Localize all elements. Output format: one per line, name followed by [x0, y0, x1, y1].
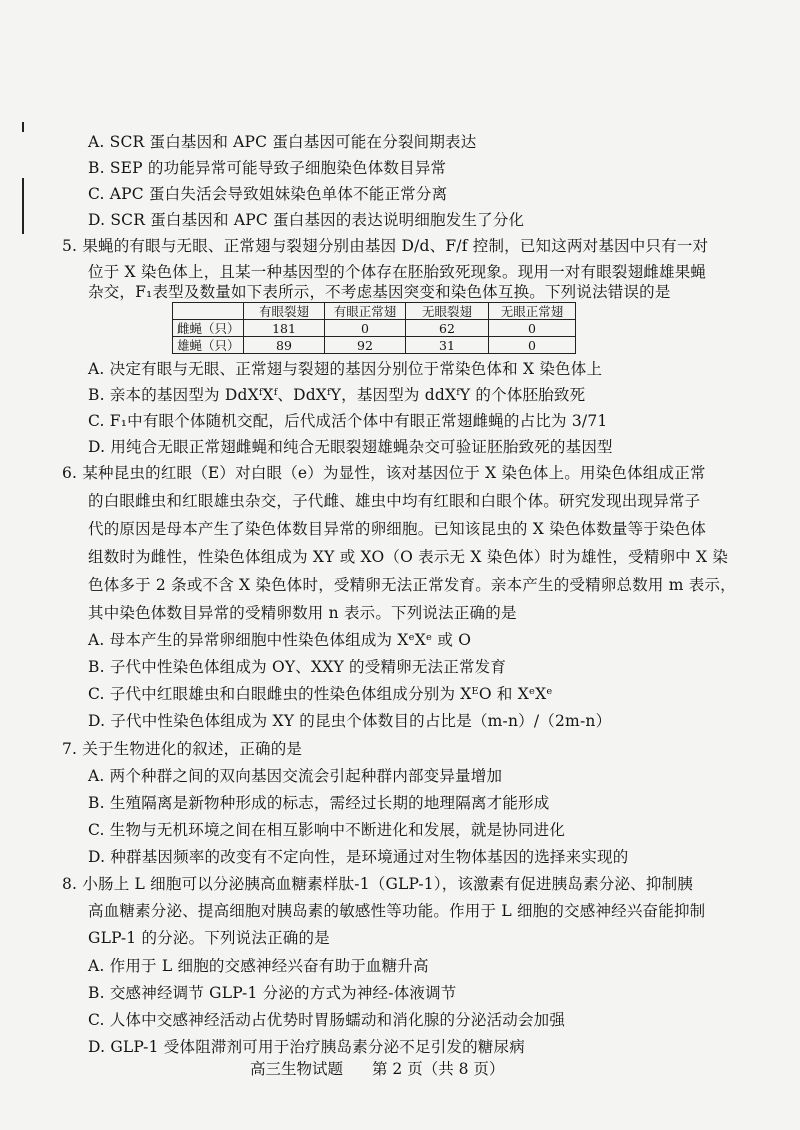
- table-header-cell: 无眼裂翅: [406, 303, 489, 320]
- q4-option-d: D. SCR 蛋白基因和 APC 蛋白基因的表达说明细胞发生了分化: [88, 211, 525, 229]
- q5-stem-line-3: 杂交，F₁表型及数量如下表所示，不考虑基因突变和染色体互换。下列说法错误的是: [88, 283, 671, 301]
- margin-mark-bar: [22, 178, 24, 234]
- q6-option-d: D. 子代中性染色体组成为 XY 的昆虫个体数目的占比是（m-n）/（2m-n）: [88, 712, 612, 730]
- q7-option-a: A. 两个种群之间的双向基因交流会引起种群内部变异量增加: [88, 767, 503, 785]
- table-header-cell: 有眼正常翅: [325, 303, 406, 320]
- q4-option-c: C. APC 蛋白失活会导致姐妹染色单体不能正常分离: [88, 185, 448, 203]
- q7-option-c: C. 生物与无机环境之间在相互影响中不断进化和发展，就是协同进化: [88, 821, 566, 839]
- table-header-row: [173, 303, 576, 320]
- footer-subject: 高三生物试题: [250, 1060, 344, 1078]
- table-cell: 92: [325, 337, 406, 354]
- q8-option-a: A. 作用于 L 细胞的交感神经兴奋有助于血糖升高: [88, 957, 429, 975]
- q8-option-d: D. GLP-1 受体阻滞剂可用于治疗胰岛素分泌不足引发的糖尿病: [88, 1038, 525, 1056]
- footer-page-number: 第 2 页（共 8 页）: [372, 1060, 505, 1078]
- table-cell: 0: [325, 320, 406, 337]
- q5-option-a: A. 决定有眼与无眼、正常翅与裂翅的基因分别位于常染色体和 X 染色体上: [88, 360, 603, 378]
- q8-stem-line-1: 8. 小肠上 L 细胞可以分泌胰高血糖素样肽-1（GLP-1），该激素有促进胰岛素分泌、抑制胰: [62, 875, 693, 893]
- q8-option-c: C. 人体中交感神经活动占优势时胃肠蠕动和消化腺的分泌活动会加强: [88, 1011, 566, 1029]
- table-cell: 0: [489, 337, 576, 354]
- q5-stem-line-2: 位于 X 染色体上，且某一种基因型的个体存在胚胎致死现象。现用一对有眼裂翅雌雄果蝇: [88, 263, 707, 281]
- q6-stem-line-6: 其中染色体数目异常的受精卵数用 n 表示。下列说法正确的是: [88, 604, 517, 622]
- table-cell: 181: [244, 320, 325, 337]
- table-cell: 0: [489, 320, 576, 337]
- q4-option-a: A. SCR 蛋白基因和 APC 蛋白基因可能在分裂间期表达: [88, 133, 477, 151]
- table-header-cell: 无眼正常翅: [489, 303, 576, 320]
- table-cell: 雌蝇（只）: [173, 320, 244, 337]
- margin-mark-top: [22, 122, 24, 132]
- q5-option-b: B. 亲本的基因型为 DdXᶠXᶠ、DdXᶠY，基因型为 ddXᶠY 的个体胚胎致死: [88, 386, 586, 404]
- q6-option-a: A. 母本产生的异常卵细胞中性染色体组成为 XᵉXᵉ 或 O: [88, 631, 472, 649]
- q5-option-c: C. F₁中有眼个体随机交配，后代成活个体中有眼正常翅雌蝇的占比为 3/71: [88, 412, 608, 430]
- q8-stem-line-3: GLP-1 的分泌。下列说法正确的是: [88, 929, 330, 947]
- q5-option-d: D. 用纯合无眼正常翅雌蝇和纯合无眼裂翅雄蝇杂交可验证胚胎致死的基因型: [88, 438, 613, 456]
- q6-stem-line-4: 组数时为雌性，性染色体组成为 XY 或 XO（O 表示无 X 染色体）时为雄性，受精卵中 X 染: [88, 548, 729, 566]
- q5-data-table: [172, 302, 576, 354]
- q6-stem-line-2: 的白眼雌虫和红眼雄虫杂交，子代雌、雄虫中均有红眼和白眼个体。研究发现出现异常子: [88, 492, 701, 510]
- table-cell: 雄蝇（只）: [173, 337, 244, 354]
- q6-option-c: C. 子代中红眼雄虫和白眼雌虫的性染色体组成分别为 XᴱO 和 XᵉXᵉ: [88, 685, 553, 703]
- q6-stem-line-3: 代的原因是母本产生了染色体数目异常的卵细胞。已知该昆虫的 X 染色体数量等于染色体: [88, 520, 707, 538]
- q6-stem-line-5: 色体多于 2 条或不含 X 染色体时，受精卵无法正常发育。亲本产生的受精卵总数用 m 表示，: [88, 576, 736, 594]
- q6-option-b: B. 子代中性染色体组成为 OY、XXY 的受精卵无法正常发育: [88, 658, 507, 676]
- q7-option-b: B. 生殖隔离是新物种形成的标志，需经过长期的地理隔离才能形成: [88, 794, 550, 812]
- q6-stem-line-1: 6. 某种昆虫的红眼（E）对白眼（e）为显性，该对基因位于 X 染色体上。用染色体组成正常: [62, 464, 706, 482]
- q7-option-d: D. 种群基因频率的改变有不定向性，是环境通过对生物体基因的选择来实现的: [88, 848, 629, 866]
- table-header-cell: [173, 303, 244, 320]
- table-cell: 62: [406, 320, 489, 337]
- table-row: [173, 337, 576, 354]
- table-cell: 89: [244, 337, 325, 354]
- q5-stem-line-1: 5. 果蝇的有眼与无眼、正常翅与裂翅分别由基因 D/d、F/f 控制，已知这两对基因中只有一对: [62, 237, 709, 255]
- table-row: [173, 320, 576, 337]
- q7-stem: 7. 关于生物进化的叙述，正确的是: [62, 740, 303, 758]
- table-header-cell: 有眼裂翅: [244, 303, 325, 320]
- table-cell: 31: [406, 337, 489, 354]
- q4-option-b: B. SEP 的功能异常可能导致子细胞染色体数目异常: [88, 159, 447, 177]
- q8-option-b: B. 交感神经调节 GLP-1 分泌的方式为神经-体液调节: [88, 984, 457, 1002]
- q8-stem-line-2: 高血糖素分泌、提高细胞对胰岛素的敏感性等功能。作用于 L 细胞的交感神经兴奋能抑制: [88, 902, 706, 920]
